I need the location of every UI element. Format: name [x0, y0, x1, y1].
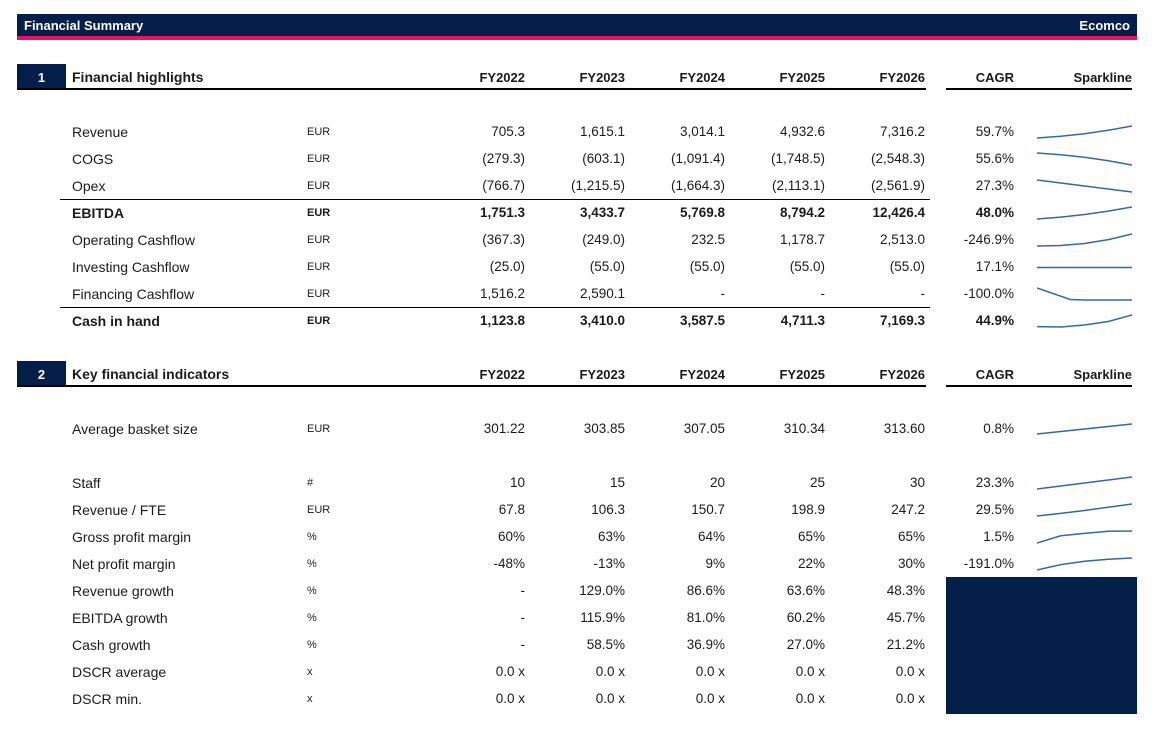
table-row: [17, 469, 1137, 496]
cell-value: 15: [609, 475, 625, 490]
pink-rule: [17, 36, 1137, 40]
row-unit: #: [307, 476, 314, 489]
cell-value: (55.0): [789, 259, 825, 274]
sparkline-chart: [1037, 172, 1132, 199]
row-label: Revenue / FTE: [72, 501, 167, 518]
cell-value: 198.9: [791, 502, 825, 517]
cell-value: (279.3): [482, 151, 525, 166]
row-label: Opex: [72, 177, 106, 194]
row-label: Revenue: [72, 123, 129, 140]
row-label: EBITDA: [72, 204, 125, 221]
column-header-fy2026: FY2026: [879, 69, 925, 85]
cell-value: 1,516.2: [479, 286, 525, 301]
table-row: [17, 577, 1137, 604]
column-header-sparkline: Sparkline: [1073, 69, 1132, 85]
table-row: [17, 145, 1137, 172]
table-row: [17, 253, 1137, 280]
cell-value: 310.34: [783, 421, 825, 436]
cell-value: (603.1): [582, 151, 625, 166]
row-label: Operating Cashflow: [72, 231, 195, 248]
cell-value: (25.0): [489, 259, 525, 274]
cell-value: 1,751.3: [479, 205, 525, 220]
row-label: Financing Cashflow: [72, 285, 195, 302]
cell-value: (2,113.1): [771, 178, 825, 193]
table-row: [17, 199, 1137, 226]
cell-value: (1,748.5): [770, 151, 825, 166]
sparkline-chart: [1037, 415, 1132, 442]
sparkline-chart: [1037, 118, 1132, 145]
column-header-fy2025: FY2025: [779, 366, 825, 382]
sparkline-chart: [1037, 604, 1132, 631]
table-row: [17, 550, 1137, 577]
cagr-value: 23.3%: [975, 475, 1014, 490]
sparkline-chart: [1037, 253, 1132, 280]
cell-value: 2,513.0: [879, 232, 925, 247]
column-header-sparkline: Sparkline: [1073, 366, 1132, 382]
row-label: Average basket size: [72, 420, 198, 437]
sparkline-chart: [1037, 469, 1132, 496]
table-row: [17, 307, 1137, 334]
row-unit: EUR: [307, 287, 331, 300]
cell-value: 0.0 x: [595, 664, 625, 679]
row-label: DSCR min.: [72, 690, 143, 707]
cell-value: 106.3: [591, 502, 625, 517]
cell-value: 67.8: [498, 502, 525, 517]
cell-value: (1,091.4): [670, 151, 725, 166]
cagr-value: 48.0%: [975, 205, 1014, 220]
cell-value: -48%: [493, 556, 525, 571]
table-row: [17, 604, 1137, 631]
row-unit: x: [307, 692, 313, 705]
cagr-value: -191.0%: [963, 556, 1014, 571]
row-unit: EUR: [307, 314, 331, 327]
cell-value: 12,426.4: [872, 205, 925, 220]
sparkline-chart: [1037, 685, 1132, 712]
section-key-financial-indicators: [17, 361, 1137, 712]
cell-value: 0.0 x: [695, 664, 725, 679]
cell-value: 307.05: [683, 421, 725, 436]
cell-value: 1,615.1: [579, 124, 625, 139]
cell-value: 30: [909, 475, 925, 490]
cell-value: 65%: [797, 529, 825, 544]
section-header-row: [17, 361, 1137, 387]
cell-value: 5,769.8: [679, 205, 725, 220]
cell-value: -: [920, 286, 925, 301]
cell-value: 60.2%: [786, 610, 825, 625]
cell-value: 25: [809, 475, 825, 490]
cell-value: 7,169.3: [879, 313, 925, 328]
sparkline-chart: [1037, 145, 1132, 172]
sparkline-chart: [1037, 199, 1132, 226]
cagr-value: 0.8%: [983, 421, 1014, 436]
row-unit: %: [307, 638, 317, 651]
table-row: [17, 118, 1137, 145]
column-header-fy2023: FY2023: [579, 366, 625, 382]
page-title: Financial Summary: [24, 17, 144, 33]
cell-value: 0.0 x: [495, 664, 525, 679]
row-unit: EUR: [307, 422, 331, 435]
cell-value: 4,932.6: [779, 124, 825, 139]
row-label: COGS: [72, 150, 114, 167]
cell-value: 65%: [897, 529, 925, 544]
cell-value: 30%: [897, 556, 925, 571]
cell-value: 21.2%: [886, 637, 925, 652]
sparkline-chart: [1037, 523, 1132, 550]
cell-value: 63.6%: [786, 583, 825, 598]
row-label: Investing Cashflow: [72, 258, 190, 275]
title-bar: [17, 14, 1137, 36]
cell-value: (766.7): [482, 178, 525, 193]
cell-value: 0.0 x: [795, 691, 825, 706]
section-number-badge: 2: [17, 361, 66, 387]
row-label: Gross profit margin: [72, 528, 192, 545]
row-label: Cash in hand: [72, 312, 160, 329]
table-row: [17, 631, 1137, 658]
cell-value: (55.0): [689, 259, 725, 274]
row-label: Revenue growth: [72, 582, 174, 599]
cell-value: 0.0 x: [595, 691, 625, 706]
cagr-value: 59.7%: [975, 124, 1014, 139]
cell-value: 58.5%: [586, 637, 625, 652]
cell-value: 129.0%: [579, 583, 625, 598]
cell-value: 232.5: [691, 232, 725, 247]
cell-value: -: [520, 637, 525, 652]
column-header-fy2022: FY2022: [479, 69, 525, 85]
row-unit: EUR: [307, 503, 331, 516]
cell-value: (367.3): [482, 232, 525, 247]
table-row: [17, 415, 1137, 442]
section-rows: [17, 90, 1137, 334]
cell-value: 7,316.2: [879, 124, 925, 139]
cagr-value: 17.1%: [975, 259, 1014, 274]
cell-value: 45.7%: [886, 610, 925, 625]
cell-value: 150.7: [691, 502, 725, 517]
cell-value: (55.0): [889, 259, 925, 274]
column-header-fy2026: FY2026: [879, 366, 925, 382]
cell-value: 115.9%: [580, 610, 625, 625]
column-header-fy2024: FY2024: [679, 69, 725, 85]
cagr-value: 44.9%: [975, 313, 1014, 328]
section-number-badge: 1: [17, 64, 66, 90]
row-label: Net profit margin: [72, 555, 176, 572]
cell-value: 0.0 x: [895, 664, 925, 679]
cell-value: -: [520, 583, 525, 598]
cell-value: 0.0 x: [895, 691, 925, 706]
cell-value: (2,561.9): [870, 178, 925, 193]
cagr-value: 27.3%: [975, 178, 1014, 193]
cell-value: 60%: [497, 529, 525, 544]
cell-value: (2,548.3): [870, 151, 925, 166]
table-row: [17, 685, 1137, 712]
cell-value: -: [820, 286, 825, 301]
cell-value: 303.85: [583, 421, 625, 436]
cell-value: 705.3: [491, 124, 525, 139]
row-unit: %: [307, 530, 317, 543]
section-rows: [17, 387, 1137, 712]
cell-value: 36.9%: [686, 637, 725, 652]
cell-value: 81.0%: [686, 610, 725, 625]
row-label: Staff: [72, 474, 101, 491]
cell-value: 313.60: [883, 421, 925, 436]
cell-value: 0.0 x: [695, 691, 725, 706]
row-unit: EUR: [307, 179, 331, 192]
row-unit: EUR: [307, 125, 331, 138]
sparkline-chart: [1037, 658, 1132, 685]
cell-value: 0.0 x: [795, 664, 825, 679]
table-row: [17, 523, 1137, 550]
table-row: [17, 172, 1137, 199]
cell-value: (249.0): [582, 232, 625, 247]
cell-value: (55.0): [589, 259, 625, 274]
row-label: Cash growth: [72, 636, 151, 653]
cell-value: 9%: [705, 556, 725, 571]
cell-value: 1,178.7: [779, 232, 825, 247]
table-row: [17, 496, 1137, 523]
sparkline-chart: [1037, 307, 1132, 334]
cagr-value: 55.6%: [975, 151, 1014, 166]
column-header-fy2022: FY2022: [479, 366, 525, 382]
cell-value: 301.22: [483, 421, 525, 436]
section-financial-highlights: [17, 64, 1137, 334]
spacer-row: [17, 442, 1137, 469]
sparkline-chart: [1037, 496, 1132, 523]
company-name: Ecomco: [1079, 17, 1130, 33]
cell-value: 0.0 x: [495, 691, 525, 706]
table-row: [17, 226, 1137, 253]
row-unit: EUR: [307, 233, 331, 246]
row-label: EBITDA growth: [72, 609, 168, 626]
table-row: [17, 658, 1137, 685]
cell-value: 10: [509, 475, 525, 490]
cell-value: 86.6%: [686, 583, 725, 598]
sparkline-chart: [1037, 577, 1132, 604]
sparkline-chart: [1037, 550, 1132, 577]
row-unit: EUR: [307, 152, 331, 165]
cell-value: (1,215.5): [570, 178, 625, 193]
cell-value: 27.0%: [786, 637, 825, 652]
cell-value: 22%: [797, 556, 825, 571]
row-unit: %: [307, 611, 317, 624]
column-header-fy2023: FY2023: [579, 69, 625, 85]
cagr-value: 1.5%: [983, 529, 1014, 544]
row-unit: EUR: [307, 206, 331, 219]
cell-value: -13%: [593, 556, 625, 571]
cell-value: 2,590.1: [579, 286, 625, 301]
cell-value: -: [520, 610, 525, 625]
cell-value: 20: [709, 475, 725, 490]
cell-value: (1,664.3): [670, 178, 725, 193]
section-title: Financial highlights: [72, 69, 204, 85]
section-title: Key financial indicators: [72, 366, 230, 382]
cell-value: 3,014.1: [679, 124, 725, 139]
row-label: DSCR average: [72, 663, 167, 680]
row-unit: EUR: [307, 260, 331, 273]
cell-value: 3,433.7: [579, 205, 625, 220]
cell-value: 8,794.2: [779, 205, 825, 220]
cell-value: 63%: [597, 529, 625, 544]
cell-value: 3,410.0: [579, 313, 625, 328]
sparkline-chart: [1037, 226, 1132, 253]
column-header-fy2024: FY2024: [679, 366, 725, 382]
cagr-value: -246.9%: [963, 232, 1014, 247]
cagr-value: -100.0%: [963, 286, 1014, 301]
row-unit: %: [307, 584, 317, 597]
column-header-fy2025: FY2025: [779, 69, 825, 85]
section-header-row: [17, 64, 1137, 90]
sparkline-chart: [1037, 280, 1132, 307]
cell-value: -: [720, 286, 725, 301]
table-row: [17, 280, 1137, 307]
cell-value: 64%: [697, 529, 725, 544]
cell-value: 48.3%: [886, 583, 925, 598]
column-header-cagr: CAGR: [975, 69, 1014, 85]
cell-value: 3,587.5: [679, 313, 725, 328]
cell-value: 1,123.8: [479, 313, 525, 328]
row-unit: x: [307, 665, 313, 678]
cagr-value: 29.5%: [975, 502, 1014, 517]
sparkline-chart: [1037, 631, 1132, 658]
row-unit: %: [307, 557, 317, 570]
cell-value: 247.2: [891, 502, 925, 517]
cell-value: 4,711.3: [780, 313, 825, 328]
column-header-cagr: CAGR: [975, 366, 1014, 382]
